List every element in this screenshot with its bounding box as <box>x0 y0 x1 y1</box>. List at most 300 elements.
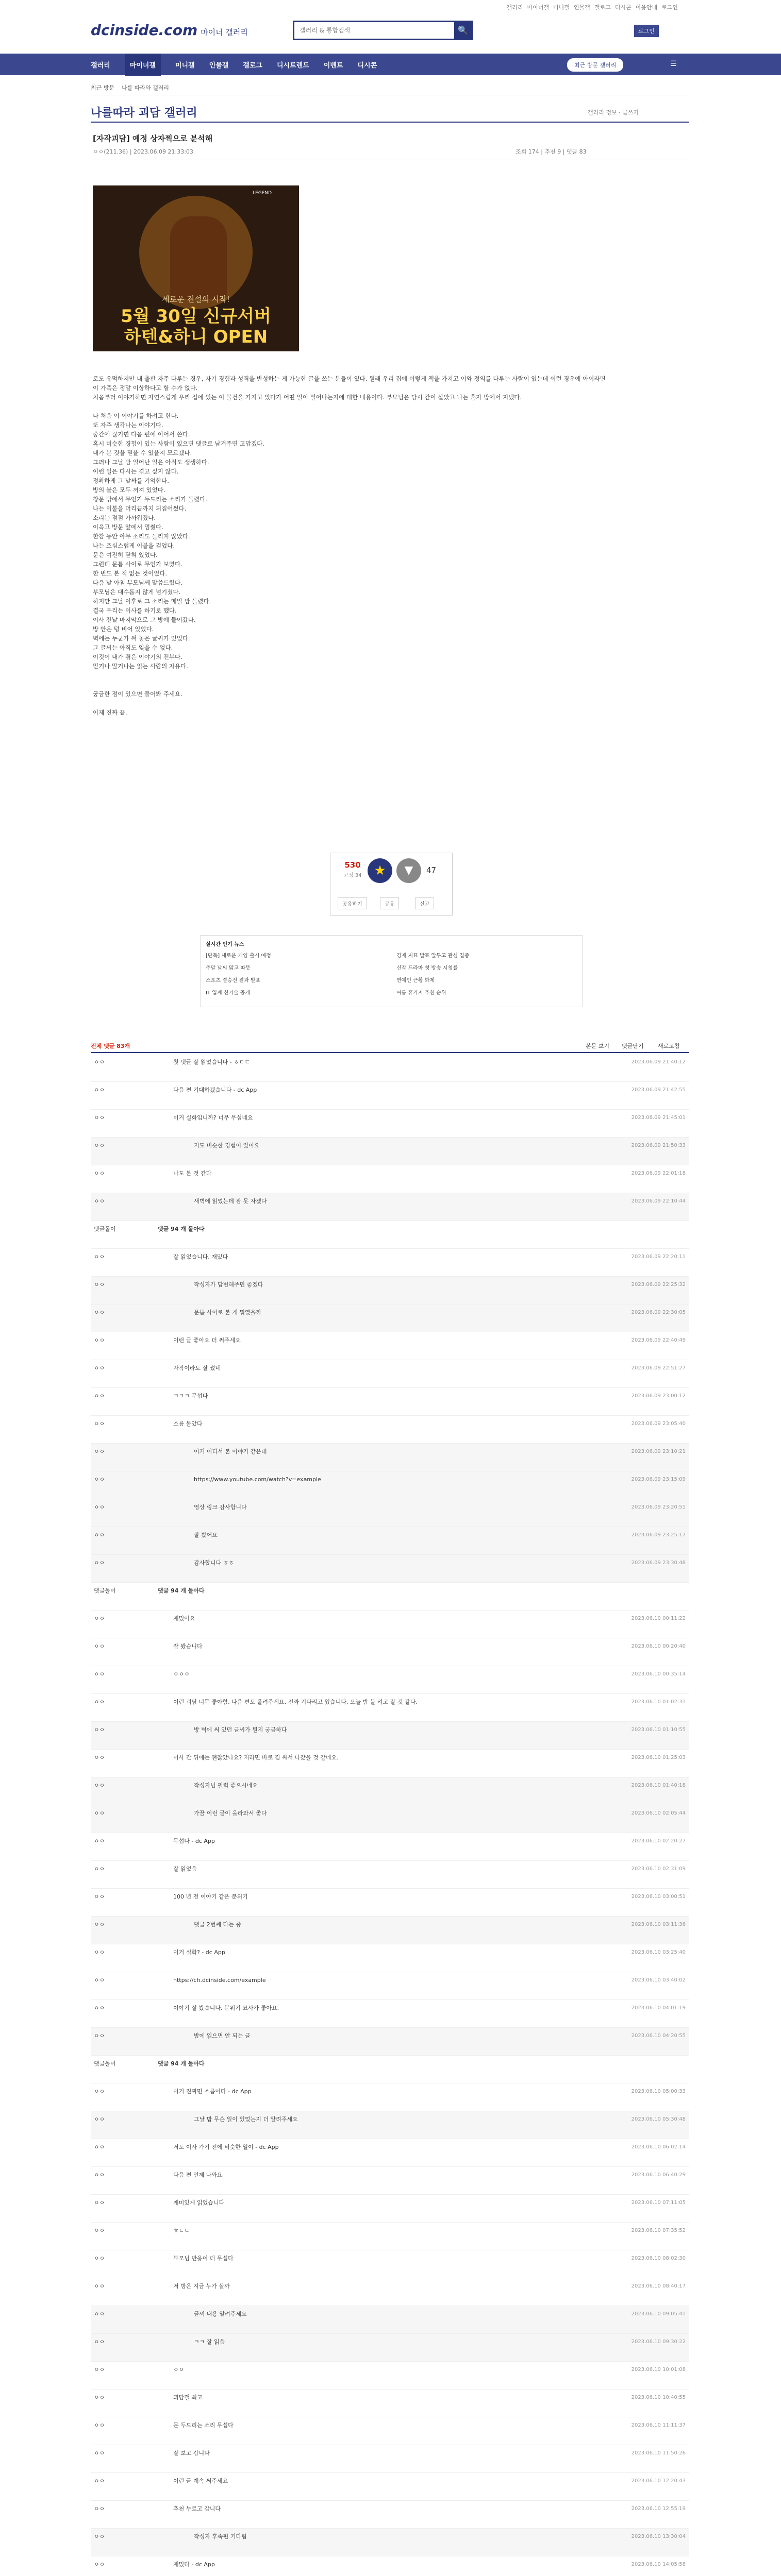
comment-text: 이사 간 뒤에는 괜찮았나요? 저라면 바로 짐 싸서 나갔을 것 같네요. <box>173 1754 339 1761</box>
reply-row <box>91 1499 689 1527</box>
close-comments-button[interactable]: 댓글닫기 <box>622 1043 644 1049</box>
comment-author[interactable]: ㅇㅇ <box>94 2088 105 2095</box>
news-link[interactable]: 주말 날씨 맑고 따뜻 <box>206 965 251 971</box>
comment-date: 2023.06.09 21:42:55 <box>631 1087 686 1093</box>
comment-date: 2023.06.10 12:55:19 <box>631 2506 686 2512</box>
comment-date: 2023.06.10 14:05:58 <box>631 2562 686 2567</box>
comment-author[interactable]: ㅇㅇ <box>94 2561 105 2568</box>
comment-author[interactable]: ㅇㅇ <box>94 1699 105 1705</box>
util-link[interactable]: 이용안내 <box>635 4 658 11</box>
nav-item[interactable]: 디시콘 <box>357 61 377 70</box>
comment-author[interactable]: ㅇㅇ <box>94 2005 105 2011</box>
comment-text: 댓글 94 개 돌아다 <box>158 2060 205 2067</box>
comment-row <box>91 1082 689 1110</box>
body-line: 믿거나 말거나는 읽는 사람의 자유다. <box>93 663 188 670</box>
comment-row <box>91 1638 689 1666</box>
comment-row <box>91 1388 689 1416</box>
comment-text: 첫 댓글 잘 읽었습니다 - ㅎㄷㄷ <box>173 1059 250 1065</box>
comment-row <box>91 2501 689 2529</box>
comment-date: 2023.06.09 23:30:48 <box>631 1560 686 1566</box>
comment-date: 2023.06.10 00:35:14 <box>631 1671 686 1677</box>
comment-date: 2023.06.10 10:01:08 <box>631 2367 686 2372</box>
comment-text: 다음 편 언제 나와요 <box>173 2172 223 2178</box>
comment-date: 2023.06.09 22:25:32 <box>631 1282 686 1287</box>
comment-date: 2023.06.09 22:30:05 <box>631 1310 686 1315</box>
body-line: 결국 우리는 이사를 하기로 했다. <box>93 607 177 614</box>
news-link[interactable]: 신작 드라마 첫 방송 시청률 <box>396 965 458 971</box>
recommend-box <box>330 853 453 916</box>
comment-author[interactable]: ㅇㅇ <box>94 2311 105 2317</box>
reply-row <box>91 2111 689 2139</box>
comment-author[interactable]: 댓글돌이 <box>94 1226 116 1232</box>
body-line: 그러나 그날 밤 일어난 일은 아직도 생생하다. <box>93 459 209 466</box>
comment-date: 2023.06.09 23:00:12 <box>631 1393 686 1399</box>
reply-row <box>91 1193 689 1221</box>
comment-date: 2023.06.10 08:02:30 <box>631 2256 686 2261</box>
comment-text: 저 방은 지금 누가 살까 <box>173 2283 230 2290</box>
comment-text: 나도 본 것 같다 <box>173 1170 212 1177</box>
nav-item[interactable]: 마이너갤 <box>125 54 161 76</box>
comment-text: 잘 봤습니다 <box>173 1643 203 1650</box>
poster-subtitle: 세로운 전설의 시작! <box>162 295 230 304</box>
body-line: 이사 전날 마지막으로 그 방에 들어갔다. <box>93 616 196 623</box>
nav-item[interactable]: 미니갤 <box>175 61 195 70</box>
reply-row <box>91 1722 689 1750</box>
comment-text: 작성자님 필력 좋으시네요 <box>194 1782 258 1789</box>
comment-date: 2023.06.10 05:00:33 <box>631 2089 686 2094</box>
comment-author[interactable]: ㅇㅇ <box>94 1643 105 1650</box>
comment-text: 이런 괴담 너무 좋아함. 다음 편도 올려주세요. 진짜 기다리고 있습니다. 오늘 밤 불 켜고 잘 것 같다. <box>173 1699 418 1705</box>
comment-author[interactable]: ㅇㅇ <box>94 1114 105 1121</box>
comment-date: 2023.06.09 22:10:44 <box>631 1198 686 1204</box>
comment-row <box>91 2250 689 2278</box>
downvote-icon[interactable]: ▼ <box>396 858 421 883</box>
comment-date: 2023.06.10 05:30:48 <box>631 2116 686 2122</box>
body-line: 내가 본 것을 믿을 수 있을지 모르겠다. <box>93 449 192 456</box>
comment-author[interactable]: ㅇㅇ <box>94 2116 105 2123</box>
comment-text: ㅋㅋ 잘 읽음 <box>194 2338 225 2345</box>
util-link[interactable]: 인물갤 <box>573 4 590 11</box>
comment-date: 2023.06.09 23:20:51 <box>631 1504 686 1510</box>
comment-row <box>91 2445 689 2473</box>
comment-row <box>91 1249 689 1277</box>
comment-row <box>91 2278 689 2306</box>
nav-item[interactable]: 디시트렌드 <box>276 61 309 70</box>
reply-row <box>91 2306 689 2334</box>
comment-author[interactable]: ㅇㅇ <box>94 1281 105 1288</box>
comment-row <box>91 1861 689 1889</box>
comment-text: https://ch.dcinside.com/example <box>173 1977 266 1984</box>
reply-row <box>91 1917 689 1944</box>
comment-text: 자작이라도 잘 썼네 <box>173 1365 221 1371</box>
comment-date: 2023.06.10 04:01:19 <box>631 2005 686 2011</box>
comment-author[interactable]: ㅇㅇ <box>94 2422 105 2429</box>
nav-item[interactable]: 갤러리 <box>91 61 110 70</box>
comment-author[interactable]: ㅇㅇ <box>94 1838 105 1844</box>
comment-row <box>91 1944 689 1972</box>
downvote-count: 47 <box>426 866 437 875</box>
body-line: 정확하게 그 날짜를 기억한다. <box>93 477 169 484</box>
comment-text: 댓글 2번째 다는 중 <box>194 1921 241 1928</box>
comment-date: 2023.06.10 03:11:36 <box>631 1922 686 1927</box>
refresh-comments-button[interactable]: 새로고침 <box>658 1043 680 1049</box>
search-box <box>293 21 473 40</box>
comment-author[interactable]: ㅇㅇ <box>94 2199 105 2206</box>
comment-date: 2023.06.10 07:11:05 <box>631 2200 686 2206</box>
comment-text: 이거 진짜면 소름이다 - dc App <box>173 2088 252 2095</box>
comment-bar <box>91 1040 689 1053</box>
comment-row <box>91 2083 689 2111</box>
comment-bot-row <box>91 2056 689 2083</box>
comment-date: 2023.06.10 02:31:09 <box>631 1866 686 1872</box>
comment-row <box>91 1889 689 1917</box>
body-line: 한 번도 본 적 없는 것이었다. <box>93 570 168 577</box>
comment-text: ㅋㅋㅋ 무섭다 <box>173 1393 208 1399</box>
comment-author[interactable]: ㅇㅇ <box>94 1949 105 1956</box>
comment-author[interactable]: ㅇㅇ <box>94 1615 105 1622</box>
post-stats: 조회 174 | 추천 9 | 댓글 83 <box>516 148 587 155</box>
comment-author[interactable]: ㅇㅇ <box>94 1893 105 1900</box>
comment-date: 2023.06.09 23:15:09 <box>631 1477 686 1482</box>
comment-text: 댓글 94 개 돌아다 <box>158 1587 205 1594</box>
comment-author[interactable]: ㅇㅇ <box>94 2533 105 2540</box>
nav-item[interactable]: 이벤트 <box>323 61 343 70</box>
comment-list <box>91 1054 689 2576</box>
body-line: 창문 밖에서 무언가 두드리는 소리가 들렸다. <box>93 496 207 503</box>
comment-text: 감사합니다 ㅎㅎ <box>194 1560 234 1566</box>
nav-item[interactable]: 인물갤 <box>209 61 229 70</box>
news-link[interactable]: IT 업계 신기술 공개 <box>206 990 251 996</box>
comment-row <box>91 2195 689 2223</box>
comment-row <box>91 2417 689 2445</box>
util-link[interactable]: 갤로그 <box>594 4 611 11</box>
news-link[interactable]: 여름 휴가지 추천 순위 <box>396 990 446 996</box>
comment-author[interactable]: ㅇㅇ <box>94 1476 105 1483</box>
comment-date: 2023.06.10 04:20:55 <box>631 2033 686 2039</box>
comment-date: 2023.06.10 03:00:51 <box>631 1894 686 1900</box>
comment-author[interactable]: ㅇㅇ <box>94 1810 105 1817</box>
comment-author[interactable]: ㅇㅇ <box>94 1560 105 1566</box>
comment-text: 잘 읽었음 <box>173 1866 197 1872</box>
comment-date: 2023.06.10 07:35:52 <box>631 2228 686 2233</box>
body-line: 로도 유먹하지만 내 출판 자주 다루는 경우, 자기 경험과 성격을 반성하는 게 가능한 글을 쓰는 분들이 있다. 원래 우리 집에 이렇게 책을 가지고 이와 정의를 다루는 사람이 있는데 이런 경우에 아이라면 이 가족은 정말 이상하다고 할 수가 없다. <box>93 375 606 392</box>
body-line: 처음부터 이야기하면 자연스럽게 우리 집에 있는 이 물건을 가지고 있다가 어떤 일이 일어나는지에 대한 내용이다. 부모님은 당시 같이 살았고 나는 혼자 방에서 지냈다. <box>93 394 522 401</box>
poster-headline: 5월 30일 신규서버 하텐&하니 OPEN <box>121 306 271 347</box>
upvote-count: 530 <box>344 860 361 870</box>
comment-author[interactable]: ㅇㅇ <box>94 2450 105 2456</box>
gallery-title[interactable]: 나를따라 괴담 갤러리 <box>91 107 197 120</box>
comment-text: https://www.youtube.com/watch?v=example <box>194 1476 321 1483</box>
comment-author[interactable]: ㅇㅇ <box>94 1504 105 1511</box>
body-line: 나는 이불을 머리끝까지 뒤집어썼다. <box>93 505 187 512</box>
upvote-fixed-count: 고정 34 <box>343 873 362 878</box>
comment-author[interactable]: ㅇㅇ <box>94 2172 105 2178</box>
main-nav <box>0 54 781 75</box>
comment-date: 2023.06.10 11:50:26 <box>631 2450 686 2456</box>
comment-author[interactable]: ㅇㅇ <box>94 2144 105 2150</box>
site-logo[interactable]: dcinside.com 마이너 갤러리 <box>91 22 248 39</box>
comment-author[interactable]: ㅇㅇ <box>94 1448 105 1455</box>
comment-author[interactable]: ㅇㅇ <box>94 1420 105 1427</box>
reply-row <box>91 2334 689 2362</box>
body-line: 방 안은 텅 비어 있었다. <box>93 625 154 633</box>
comment-author[interactable]: ㅇㅇ <box>94 1087 105 1093</box>
comment-text: 재미있게 읽었습니다 <box>173 2199 225 2206</box>
view-body-button[interactable]: 본문 보기 <box>586 1043 610 1049</box>
recent-visit-button[interactable]: 최근 방문 갤러리 <box>567 58 623 72</box>
comment-author[interactable]: ㅇㅇ <box>94 1198 105 1205</box>
comment-author[interactable]: ㅇㅇ <box>94 1726 105 1733</box>
comment-date: 2023.06.10 13:30:04 <box>631 2534 686 2539</box>
share-link-button[interactable]: 공유 <box>380 897 399 909</box>
comment-text: 추천 누르고 갑니다 <box>173 2505 221 2512</box>
comment-author[interactable]: ㅇㅇ <box>94 1782 105 1789</box>
comment-author[interactable]: ㅇㅇ <box>94 2338 105 2345</box>
body-line <box>93 699 608 708</box>
comment-author[interactable]: ㅇㅇ <box>94 2366 105 2373</box>
comment-author[interactable]: ㅇㅇ <box>94 1059 105 1065</box>
comment-date: 2023.06.10 11:11:37 <box>631 2422 686 2428</box>
reply-row <box>91 1277 689 1304</box>
search-input[interactable] <box>298 22 450 39</box>
post-writer: ㅇㅇ(211.36) | 2023.06.09 21:33:03 <box>93 148 193 155</box>
comment-date: 2023.06.10 00:20:40 <box>631 1643 686 1649</box>
comment-date: 2023.06.10 10:40:55 <box>631 2395 686 2400</box>
comment-author[interactable]: ㅇㅇ <box>94 1754 105 1761</box>
comment-date: 2023.06.10 06:40:29 <box>631 2172 686 2178</box>
comment-text: 영상 링크 감사합니다 <box>194 1504 247 1511</box>
news-widget <box>200 935 583 1007</box>
comment-bot-row <box>91 1221 689 1249</box>
comment-text: 이야기 잘 봤습니다. 분위기 묘사가 좋아요. <box>173 2005 279 2011</box>
comment-date: 2023.06.10 12:20:43 <box>631 2478 686 2484</box>
util-link[interactable]: 디시콘 <box>614 4 632 11</box>
body-line: 또 자주 생각나는 이야기다. <box>93 421 163 429</box>
comment-author[interactable]: ㅇㅇ <box>94 1532 105 1538</box>
comment-author[interactable]: ㅇㅇ <box>94 2478 105 2484</box>
comment-author[interactable]: ㅇㅇ <box>94 1671 105 1677</box>
share-button[interactable]: 공유하기 <box>338 897 367 909</box>
view-header-line <box>91 122 689 123</box>
comment-text: ㅎㄷㄷ <box>173 2227 190 2234</box>
util-link[interactable]: 미니갤 <box>553 4 570 11</box>
comment-date: 2023.06.10 01:25:03 <box>631 1755 686 1760</box>
body-line: 부모님은 대수롭지 않게 넘기셨다. <box>93 588 181 596</box>
reply-row <box>91 1805 689 1833</box>
comment-text: 문 두드리는 소리 무섭다 <box>173 2422 234 2429</box>
post-image[interactable] <box>93 185 299 351</box>
comment-row <box>91 1694 689 1722</box>
gallery-type-label: 마이너 갤러리 <box>201 28 248 37</box>
comment-author[interactable]: ㅇㅇ <box>94 1866 105 1872</box>
comment-date: 2023.06.10 09:30:22 <box>631 2339 686 2345</box>
nav-item[interactable]: 갤로그 <box>243 61 262 70</box>
body-line: 문은 여전히 닫혀 있었다. <box>93 551 158 558</box>
reply-row <box>91 1444 689 1471</box>
gallery-tools[interactable]: 갤러리 정보 · 글쓰기 <box>588 109 639 116</box>
comment-text: 100 년 전 이야기 같은 분위기 <box>173 1893 248 1900</box>
comment-row <box>91 1666 689 1694</box>
news-header: 실시간 인기 뉴스 <box>206 942 244 947</box>
comment-date: 2023.06.09 22:20:11 <box>631 1254 686 1260</box>
body-line: 하지만 그날 이후로 그 소리는 매일 밤 들렸다. <box>93 598 211 605</box>
comment-row <box>91 2167 689 2195</box>
news-link[interactable]: 연예인 근황 화제 <box>396 978 435 984</box>
comment-text: 이거 어디서 본 이야기 같은데 <box>194 1448 267 1455</box>
comment-text: 가끔 이런 글이 올라와서 좋다 <box>194 1810 267 1817</box>
comment-text: 작성자 후속편 기다림 <box>194 2533 247 2540</box>
comment-date: 2023.06.10 08:40:17 <box>631 2283 686 2289</box>
reply-row <box>91 1471 689 1499</box>
comment-row <box>91 2473 689 2501</box>
body-line <box>93 402 608 411</box>
comment-text: 방 벽에 써 있던 글씨가 뭔지 궁금하다 <box>194 1726 287 1733</box>
comment-date: 2023.06.10 00:11:22 <box>631 1616 686 1621</box>
comment-author[interactable]: ㅇㅇ <box>94 2255 105 2262</box>
reply-row <box>91 2028 689 2056</box>
comment-date: 2023.06.09 21:45:01 <box>631 1115 686 1121</box>
body-line: 그 글씨는 아직도 잊을 수 없다. <box>93 644 173 651</box>
comment-author[interactable]: ㅇㅇ <box>94 1253 105 1260</box>
comment-bot-row <box>91 1583 689 1611</box>
comment-date: 2023.06.09 21:50:33 <box>631 1143 686 1148</box>
comment-date: 2023.06.10 01:10:55 <box>631 1727 686 1733</box>
comment-date: 2023.06.10 03:25:40 <box>631 1950 686 1955</box>
comment-date: 2023.06.10 06:02:14 <box>631 2144 686 2150</box>
body-line: 이런 일은 다시는 겪고 싶지 않다. <box>93 468 179 475</box>
search-icon[interactable]: 🔍 <box>454 22 472 39</box>
comment-author[interactable]: ㅇㅇ <box>94 1393 105 1399</box>
comment-text: 저도 비슷한 경험이 있어요 <box>194 1142 260 1149</box>
comment-text: ㅇㅇㅇ <box>173 1671 190 1677</box>
comment-row <box>91 2000 689 2028</box>
body-line: 벽에는 누군가 써 놓은 글씨가 있었다. <box>93 635 190 642</box>
comment-text: ㅇㅇ <box>173 2366 185 2373</box>
comment-author[interactable]: ㅇㅇ <box>94 1170 105 1177</box>
comment-text: 이거 실화입니까? 너무 무섭네요 <box>173 1114 253 1121</box>
recent-label: 최근 방문 <box>91 84 115 91</box>
news-link[interactable]: 스포츠 결승전 결과 발표 <box>206 978 261 984</box>
upvote-star-icon[interactable]: ★ <box>368 858 392 883</box>
comment-date: 2023.06.10 02:20:27 <box>631 1838 686 1844</box>
comment-author[interactable]: ㅇㅇ <box>94 2283 105 2290</box>
comment-row <box>91 1611 689 1638</box>
comment-author[interactable]: ㅇㅇ <box>94 1921 105 1928</box>
comment-author[interactable]: ㅇㅇ <box>94 1142 105 1149</box>
post-body <box>93 374 608 717</box>
comment-text: 재밌어요 <box>173 1615 195 1622</box>
util-link[interactable]: 갤러리 <box>506 4 523 11</box>
comment-author[interactable]: 댓글돌이 <box>94 2060 116 2067</box>
comment-text: 잘 보고 갑니다 <box>173 2450 210 2456</box>
comment-text: 저도 이사 가기 전에 비슷한 일이 - dc App <box>173 2144 279 2150</box>
comment-date: 2023.06.09 22:40:49 <box>631 1337 686 1343</box>
comment-text: 글씨 내용 알려주세요 <box>194 2311 247 2317</box>
body-line: 중간에 끊기면 다음 편에 이어서 쓴다. <box>93 431 190 438</box>
body-line <box>93 680 608 689</box>
comment-row <box>91 1416 689 1444</box>
recent-gallery-link[interactable]: 나를 따라와 갤러리 <box>122 84 170 91</box>
news-link[interactable]: 경제 지표 발표 앞두고 관심 집중 <box>396 953 470 959</box>
sub-bar <box>91 79 689 95</box>
comment-text: 작성자가 답변해주면 좋겠다 <box>194 1281 263 1288</box>
poster-badge: LEGEND <box>253 191 272 196</box>
comment-date: 2023.06.09 22:51:27 <box>631 1365 686 1371</box>
comment-date: 2023.06.10 09:05:41 <box>631 2311 686 2317</box>
body-line: 그런데 문틈 사이로 무언가 보였다. <box>93 561 182 568</box>
comment-text: 잘 읽었습니다. 재밌다 <box>173 1253 228 1260</box>
reply-row <box>91 1777 689 1805</box>
comment-date: 2023.06.09 23:25:17 <box>631 1532 686 1538</box>
body-line: 소리는 점점 가까워졌다. <box>93 514 156 521</box>
comment-row <box>91 1332 689 1360</box>
reply-row <box>91 1555 689 1583</box>
body-line: 나는 조심스럽게 이불을 걷었다. <box>93 542 175 549</box>
comment-text: 괴담갤 최고 <box>173 2394 203 2401</box>
comment-date: 2023.06.09 23:10:21 <box>631 1449 686 1454</box>
util-link[interactable]: 로그인 <box>661 4 678 11</box>
body-line: 다음 날 아침 부모님께 말씀드렸다. <box>93 579 182 586</box>
comment-text: 그날 밤 무슨 일이 있었는지 더 알려주세요 <box>194 2116 298 2123</box>
comment-text: 잘 봤어요 <box>194 1532 218 1538</box>
comment-row <box>91 2223 689 2250</box>
body-line <box>93 671 608 680</box>
comment-total: 전체 댓글 83개 <box>91 1043 130 1049</box>
comment-text: 이런 글 계속 써주세요 <box>173 2478 228 2484</box>
news-link[interactable]: [단독] 새로운 게임 출시 예정 <box>206 953 271 959</box>
comment-author[interactable]: ㅇㅇ <box>94 1337 105 1344</box>
comment-author[interactable]: ㅇㅇ <box>94 2227 105 2234</box>
comment-date: 2023.06.10 01:40:18 <box>631 1783 686 1788</box>
comment-author[interactable]: ㅇㅇ <box>94 2394 105 2401</box>
util-menu <box>503 3 678 11</box>
body-line: 방의 불은 모두 꺼져 있었다. <box>93 486 165 494</box>
menu-icon[interactable]: ☰ <box>670 60 677 68</box>
comment-author[interactable]: ㅇㅇ <box>94 2032 105 2039</box>
comment-row <box>91 1165 689 1193</box>
reply-row <box>91 1527 689 1555</box>
util-link[interactable]: 마이너갤 <box>527 4 550 11</box>
comment-date: 2023.06.10 01:02:31 <box>631 1699 686 1705</box>
comment-text: 재밌다 - dc App <box>173 2561 215 2568</box>
comment-author[interactable]: ㅇㅇ <box>94 1365 105 1371</box>
comment-row <box>91 1833 689 1861</box>
comment-author[interactable]: ㅇㅇ <box>94 2505 105 2512</box>
reply-row <box>91 1138 689 1165</box>
comment-date: 2023.06.09 22:01:18 <box>631 1171 686 1176</box>
poster-figure <box>170 216 227 299</box>
comment-text: 무섭다 - dc App <box>173 1838 215 1844</box>
comment-row <box>91 1972 689 2000</box>
comment-author[interactable]: ㅇㅇ <box>94 1977 105 1984</box>
comment-author[interactable]: ㅇㅇ <box>94 1309 105 1316</box>
body-line: 한참 동안 아무 소리도 들리지 않았다. <box>93 533 190 540</box>
body-line: 이것이 내가 겪은 이야기의 전부다. <box>93 653 182 660</box>
body-line: 이제 진짜 끝. <box>93 709 127 716</box>
login-button[interactable]: 로그인 <box>634 25 659 37</box>
comment-text: 이런 글 좋아요 더 써주세요 <box>173 1337 241 1344</box>
comment-text: 부모님 반응이 더 무섭다 <box>173 2255 234 2262</box>
comment-date: 2023.06.10 02:05:44 <box>631 1810 686 1816</box>
comment-text: 댓글 94 개 돌아다 <box>158 1226 205 1232</box>
comment-author[interactable]: 댓글돌이 <box>94 1587 116 1594</box>
comment-row <box>91 2139 689 2167</box>
comment-row <box>91 1750 689 1777</box>
comment-date: 2023.06.09 23:05:40 <box>631 1421 686 1427</box>
reply-row <box>91 2529 689 2556</box>
report-button[interactable]: 신고 <box>415 897 434 909</box>
comment-text: 밤에 읽으면 안 되는 글 <box>194 2032 251 2039</box>
